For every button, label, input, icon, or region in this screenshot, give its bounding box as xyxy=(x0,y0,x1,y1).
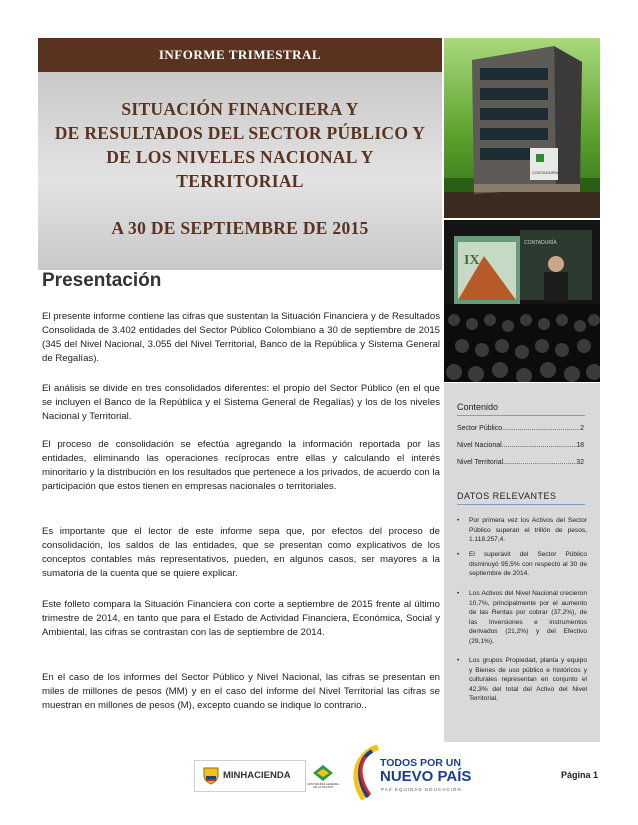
title-box xyxy=(38,72,442,270)
toc-item-sector-publico[interactable] xyxy=(457,425,584,432)
event-sign-text: CONTADURÍA xyxy=(524,240,557,246)
toc-item-label: Nivel Nacional xyxy=(457,442,502,449)
toc-item-page: 32 xyxy=(576,459,584,466)
toc-item-nivel-nacional[interactable] xyxy=(457,442,584,449)
building-illustration xyxy=(444,38,600,218)
highlight-item: • Los grupos Propiedad, planta y equipo y Bienes de uso público e históricos y culturales representan en conjunto el 42,3% del total del Activo del Nivel Territorial. xyxy=(457,656,587,704)
toc-item-page: 18 xyxy=(576,442,584,449)
title-line-1: SITUACIÓN FINANCIERA Y xyxy=(121,99,359,119)
contents-title: Contenido xyxy=(457,402,499,412)
report-type-label: INFORME TRIMESTRAL xyxy=(158,47,322,62)
slogan-tagline: PAZ EQUIDAD EDUCACIÓN xyxy=(381,787,462,792)
building-photo xyxy=(444,38,600,218)
title-line-3: DE LOS NIVELES NACIONAL Y xyxy=(106,147,374,167)
colombia-shield-icon xyxy=(203,767,219,785)
section-heading: Presentación xyxy=(42,270,162,291)
paragraph-2: El análisis se divide en tres consolidados diferentes: el propio del Sector Público (en el que se incluyen el Banco de la República y el Sistema General de Regalías) y los de los niveles Nacional y Territorial. xyxy=(42,383,440,422)
paragraph-3: El proceso de consolidación se efectúa agregando la información reportada por las entidades, eliminando las operaciones recíprocas entre ellas y calculando el interés minoritario y la distribución en los resultados que pertenece a los privados, de acuerdo con la participación que estos tienen en empresas nacionales o territoriales. xyxy=(42,439,440,492)
sidebar xyxy=(444,383,600,742)
slogan-line-2: NUEVO PAÍS xyxy=(380,768,472,785)
toc-item-page: 2 xyxy=(580,425,584,432)
highlight-item: • Por primera vez los Activos del Sector Público superan el trillón de pesos, 1.118.257,4. xyxy=(457,516,587,545)
minhacienda-logo xyxy=(194,760,306,792)
report-type-band xyxy=(38,38,442,72)
title-line-2: DE RESULTADOS DEL SECTOR PÚBLICO Y xyxy=(54,123,426,143)
event-illustration xyxy=(444,220,600,382)
minhacienda-label: MINHACIENDA xyxy=(223,770,291,781)
contaduria-logo-icon xyxy=(312,764,334,782)
highlights-rule xyxy=(457,504,585,505)
highlight-item: • Los Activos del Nivel Nacional crecieron 10,7%, principalmente por el aumento de las Rentas por cobrar (37,2%), de las Inversiones e instrumentos derivados (21,2%) y del Efectivo (29,1%). xyxy=(457,589,587,646)
paragraph-1: El presente informe contiene las cifras que sustentan la Situación Financiera y de Resultados Consolidada de 3.402 entidades del Sector Público Colombiano a 30 de septiembre de 2015 (345 del Nivel Nacional, 3.055 del Nivel Territorial, Banco de la República y Sistema General de Regalías). xyxy=(42,311,440,364)
event-banner-text: IX xyxy=(464,253,480,268)
paragraph-5: Este folleto compara la Situación Financiera con corte a septiembre de 2015 frente al último trimestre de 2014, en tanto que para el Estado de Actividad Financiera, Económica, Social y Ambiental, las cifras se contrastan con las de septiembre de 2014. xyxy=(42,599,440,638)
contaduria-label: CONTADURÍA GENERAL DE LA NACIÓN xyxy=(306,782,340,789)
event-photo xyxy=(444,220,600,382)
highlights-title: DATOS RELEVANTES xyxy=(457,491,557,501)
todos-por-un-nuevo-pais-logo xyxy=(344,745,474,801)
toc-item-label: Sector Público xyxy=(457,425,503,432)
toc-item-nivel-territorial[interactable] xyxy=(457,459,584,466)
paragraph-6: En el caso de los informes del Sector Público y Nivel Nacional, las cifras se presentan en miles de millones de pesos (MM) y en el caso del informe del Nivel Territorial las cifras se muestran en millones de pesos (M), excepto cuando se indique lo contrario.. xyxy=(42,672,440,711)
report-date: A 30 DE SEPTIEMBRE DE 2015 xyxy=(111,218,369,238)
slogan-line-1: TODOS POR UN xyxy=(380,757,461,769)
contaduria-logo xyxy=(306,764,340,790)
building-sign-text: CONTADURÍA xyxy=(532,170,559,175)
page-number: Página 1 xyxy=(560,770,598,780)
todos-por-un-nuevo-pais-logo-icon xyxy=(344,745,384,801)
highlight-item: • El superávit del Sector Público disminuyó 95,5% con respecto al 30 de septiembre de 2014. xyxy=(457,550,587,579)
paragraph-4: Es importante que el lector de este informe sepa que, por efectos del proceso de consolidación, los saldos de las entidades, que se presentan como explicativos de los conceptos contables más representativos, pueden, en algunos casos, ser mayores a la sumatoria de la cuenta que se quiere explicar. xyxy=(42,526,440,579)
title-line-4: TERRITORIAL xyxy=(176,171,304,191)
contents-rule xyxy=(457,415,585,416)
toc-item-label: Nivel Territorial xyxy=(457,459,504,466)
